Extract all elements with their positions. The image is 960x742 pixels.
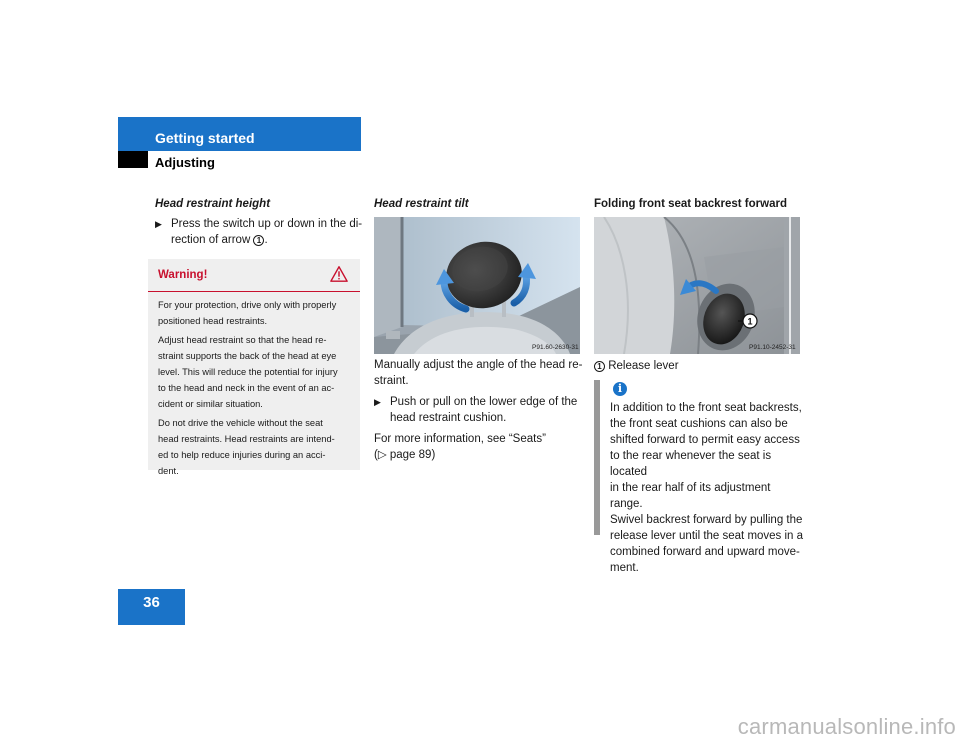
warning-box	[148, 259, 360, 476]
head-restraint-tilt-image	[374, 217, 580, 354]
heading-head-restraint-tilt: Head restraint tilt	[374, 198, 469, 210]
bullet-line: Press the switch up or down in the di-	[171, 218, 363, 230]
head-restraint-tilt-illustration	[374, 217, 580, 354]
heading-folding-backrest: Folding front seat backrest forward	[594, 198, 787, 210]
instruction-head-restraint-height	[155, 216, 365, 248]
info-icon: i	[613, 382, 627, 396]
bullet-item	[155, 216, 365, 248]
callout-number: 1	[253, 235, 264, 246]
bullet-line	[171, 232, 365, 248]
cross-reference: For more information, see “Seats” (▷ page 89)	[374, 431, 584, 463]
warning-title: Warning!	[158, 269, 208, 281]
figure-callout-number: 1	[747, 316, 753, 327]
info-sidebar	[594, 380, 600, 535]
warning-triangle-icon	[330, 265, 348, 283]
bullet-arrow-icon: ▶	[155, 219, 162, 229]
heading-head-restraint-height: Head restraint height	[155, 198, 271, 210]
figure-legend	[594, 358, 804, 374]
legend-text: Release lever	[608, 360, 679, 372]
section-title: Getting started	[155, 130, 255, 146]
watermark: carmanualsonline.info	[737, 714, 956, 739]
warning-paragraph: For your protection, drive only with properly positioned head restraints.	[158, 300, 337, 326]
legend-number: 1	[594, 361, 605, 372]
tilt-description: Manually adjust the angle of the head re- straint. ▶ Push or pull on the lower edge of the head restraint cushion. For more information, see “Seats” (▷ page 89)	[374, 359, 583, 461]
section-tab-marker	[118, 151, 148, 168]
section-subtitle: Adjusting	[155, 155, 215, 170]
bullet-period: .	[264, 234, 268, 246]
warning-body	[158, 297, 356, 482]
info-note: In addition to the front seat backrests, the front seat cushions can also be shifted forward to permit easy access to the rear whenever the seat is located in the rear half of its adjustment range. Swivel backrest forward by pulling the release lever until the seat moves in a combined forward and upward move- ment.	[610, 402, 804, 574]
bullet-arrow-icon: ▶	[374, 397, 381, 407]
warning-paragraph: Adjust head restraint so that the head re- straint supports the back of the head at eye level. This will reduce the potential for injury to the head and neck in the event of an ac- cident or similar situation.	[158, 335, 338, 409]
bullet-text: rection of arrow	[171, 234, 251, 246]
figure-code: P91.60-2630-31	[532, 344, 579, 351]
warning-paragraph: Do not drive the vehicle without the seat head restraints. Head restraints are intend- ed to help reduce injuries during an acci- dent.	[158, 418, 335, 476]
warning-divider	[148, 291, 360, 292]
page-link[interactable]: (▷ page 89)	[374, 449, 436, 461]
figure-code: P91.10-2452-31	[749, 344, 796, 351]
bullet-item: ▶ Push or pull on the lower edge of the head restraint cushion.	[374, 396, 578, 424]
seat-backrest-illustration	[594, 217, 800, 354]
seat-backrest-image	[594, 217, 800, 354]
page-number: 36	[143, 594, 160, 611]
